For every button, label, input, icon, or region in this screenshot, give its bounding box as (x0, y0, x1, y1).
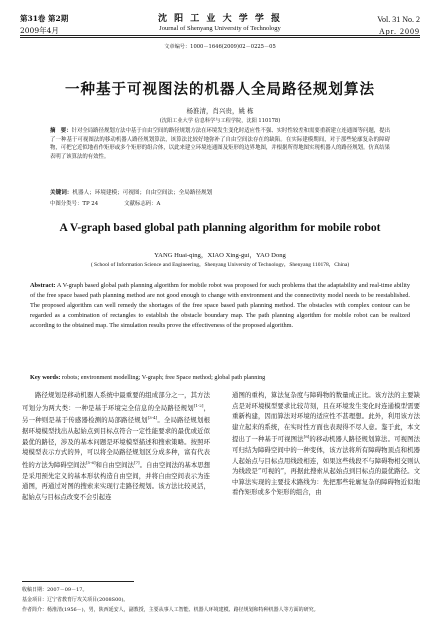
classification-cn (50, 199, 390, 207)
article-number: 文章编号：1000－1646(2009)02－0225－05 (164, 44, 276, 50)
citation-4: [7] (133, 459, 140, 465)
footnote-fund: 基金项目：辽宁省教育厅攻关项目(2008S00)。 (22, 597, 129, 603)
body-left-text-5: 。自由空间法的基本思想是采用预先定义的基本形状构造自由空间，并将自由空间表示为连通图，再通过对图的搜索来实现行走路径规划。该方法比较灵活，起始点与目标点改变不会引起连 (22, 460, 211, 501)
document-code: 文献标志码：A (124, 201, 161, 207)
body-column-left (22, 390, 210, 502)
abstract-cn (50, 127, 390, 162)
volume-en: Vol. 31 No. 2 (377, 15, 420, 24)
keywords-cn (50, 188, 390, 196)
citation-8: [8] (303, 434, 310, 440)
abstract-en-text: A V-graph based global path planning algorithm for mobile robot was proposed for such problems that the adaptability and real-time ability of the free space based path planning method are not good enough to change with environment and the connectivity model needs to be reestablished. The proposed algorithm can well remedy the shortages of the free space based path planning method. The obstacles with complex contour can be regarded as a combination of rectangles to establish the obstacle boundary map. The path planning algorithm for mobile robot can be realized according to the obtained map. The simulation results prove the effectiveness of the proposed algorithm. (30, 282, 410, 329)
running-header-top (20, 13, 420, 24)
affiliation-cn: (沈阳工业大学 信息科学与工程学院，沈阳 110178) (159, 118, 281, 124)
header-rule-thin (20, 37, 420, 38)
body-left-text-1: 路径规划是移动机器人系统中最重要的组成部分之一，其方法可划分为两大类：一种是基于环境完全信息的全局路径规划 (22, 391, 210, 412)
footnote-author: 作者简介：杨淮清(1956－)，男，陕西延安人，副教授，主要从事人工智能、机器人环境建模、路径规划和特种机器人等方面的研究。 (22, 607, 319, 613)
abstract-en (30, 281, 410, 331)
body-left-text-3: 。全局路径规划根据环境模型找出从起始点到目标点符合一定性能要求的最优或近似最优的路径，涉及的基本问题是环境模型描述和搜索策略。按照环境模型表示方式的异，可以将全局路径规划区分成多种，富有代表性的方法为障碍空间法 (22, 416, 211, 469)
body-right-text-1: 通图的重构，算法复杂度与障碍物的数量成正比。该方法的主要缺点是对环境模型要求比较苛刻，且在环境发生变化时连通模型需要重新构建，因而算法对环境的适应性不甚理想。此外，利用该方法建立起来的系统，在实时性方面也表现得不尽人意。鉴于此，本文提出了一种基于可视图法 (232, 391, 420, 444)
keywords-en-text: robots; environment modelling; V-graph; free Space method; global path planning (61, 374, 266, 381)
body-left-text-4: 和自由空间法 (95, 460, 134, 469)
abstract-en-label: Abstract: (30, 282, 56, 289)
keywords-en (30, 374, 410, 381)
body-column-right (232, 390, 420, 498)
journal-name-en: Journal of Shenyang University of Technology (159, 25, 281, 32)
footnote-received: 收稿日期：2007－09－17。 (22, 587, 88, 593)
footnote-rule (22, 581, 134, 582)
journal-name-cn: 沈 阳 工 业 大 学 学 报 (158, 14, 282, 24)
affiliation-en: ( School of Information Science and Engineering，Shenyang University of Technology，Shenyang 110178，China) (90, 262, 350, 268)
abstract-cn-label: 摘 要： (50, 128, 72, 134)
keywords-cn-label: 关键词： (50, 190, 73, 196)
paper-title-cn: 一种基于可视图法的机器人全局路径规划算法 (65, 81, 375, 98)
date-cn: 2009年4月 (20, 26, 59, 35)
authors-en: YANG Huai-qing，XIAO Xing-gui，YAO Dong (154, 252, 286, 259)
citation-2: [3-4] (147, 415, 158, 421)
keywords-cn-text: 机器人；环境建模；可视图；自由空间法；全局路径规划 (72, 190, 213, 196)
keywords-en-label: Key words: (30, 374, 61, 381)
citation-3: [5-6] (85, 459, 96, 465)
abstract-cn-text: 针对全局路径规划方法中基于自由空间的路径规划方法在环境发生变化时适应性不强、实时性较差和需要重新建立连通图等问题，提出了一种基于可视图法的移动机器人路径规划算法，该算法比较好地弥补了自由空间法存在的缺陷。在实际建模期间，对于那些轮廓复杂的障碍物，可把它近似地看作矩形或多个矩形的组合体，以此来建立环境连通图及矩形的边界地图，并根据所得地图实现机器人的路径规划。仿真结果表明了该算法的有效性。 (50, 128, 390, 161)
volume-cn: 第31卷 第2期 (20, 14, 69, 23)
header-rule (20, 35, 420, 36)
clc-number: 中图分类号：TP 24 (50, 201, 99, 207)
authors-cn: 杨淮清，肖兴贵，姚 栋 (186, 107, 254, 115)
paper-title-en: A V-graph based global path planning algorithm for mobile robot (59, 222, 381, 234)
body-left-text-2: ，另一种则是基于传感器检测的局部路径规划 (22, 403, 210, 425)
citation-1: [1-2] (193, 402, 204, 408)
date-en: Apr. 2009 (379, 27, 420, 36)
body-right-text-2: 的移动机器人路径规划算法。可视图法可归结为障碍空间中的一种变体，该方法将所有障碍物顶点和机器人起始点与目标点用线段相连，如果这些线段不与障碍物相交则认为线段是“可视的”，再据此搜索从起始点到目标点的最优路径。文中算法实现的主要技术路线为：先把那些轮廓复杂的障碍物近似地看作矩形或多个矩形的组合，由 (232, 435, 421, 497)
